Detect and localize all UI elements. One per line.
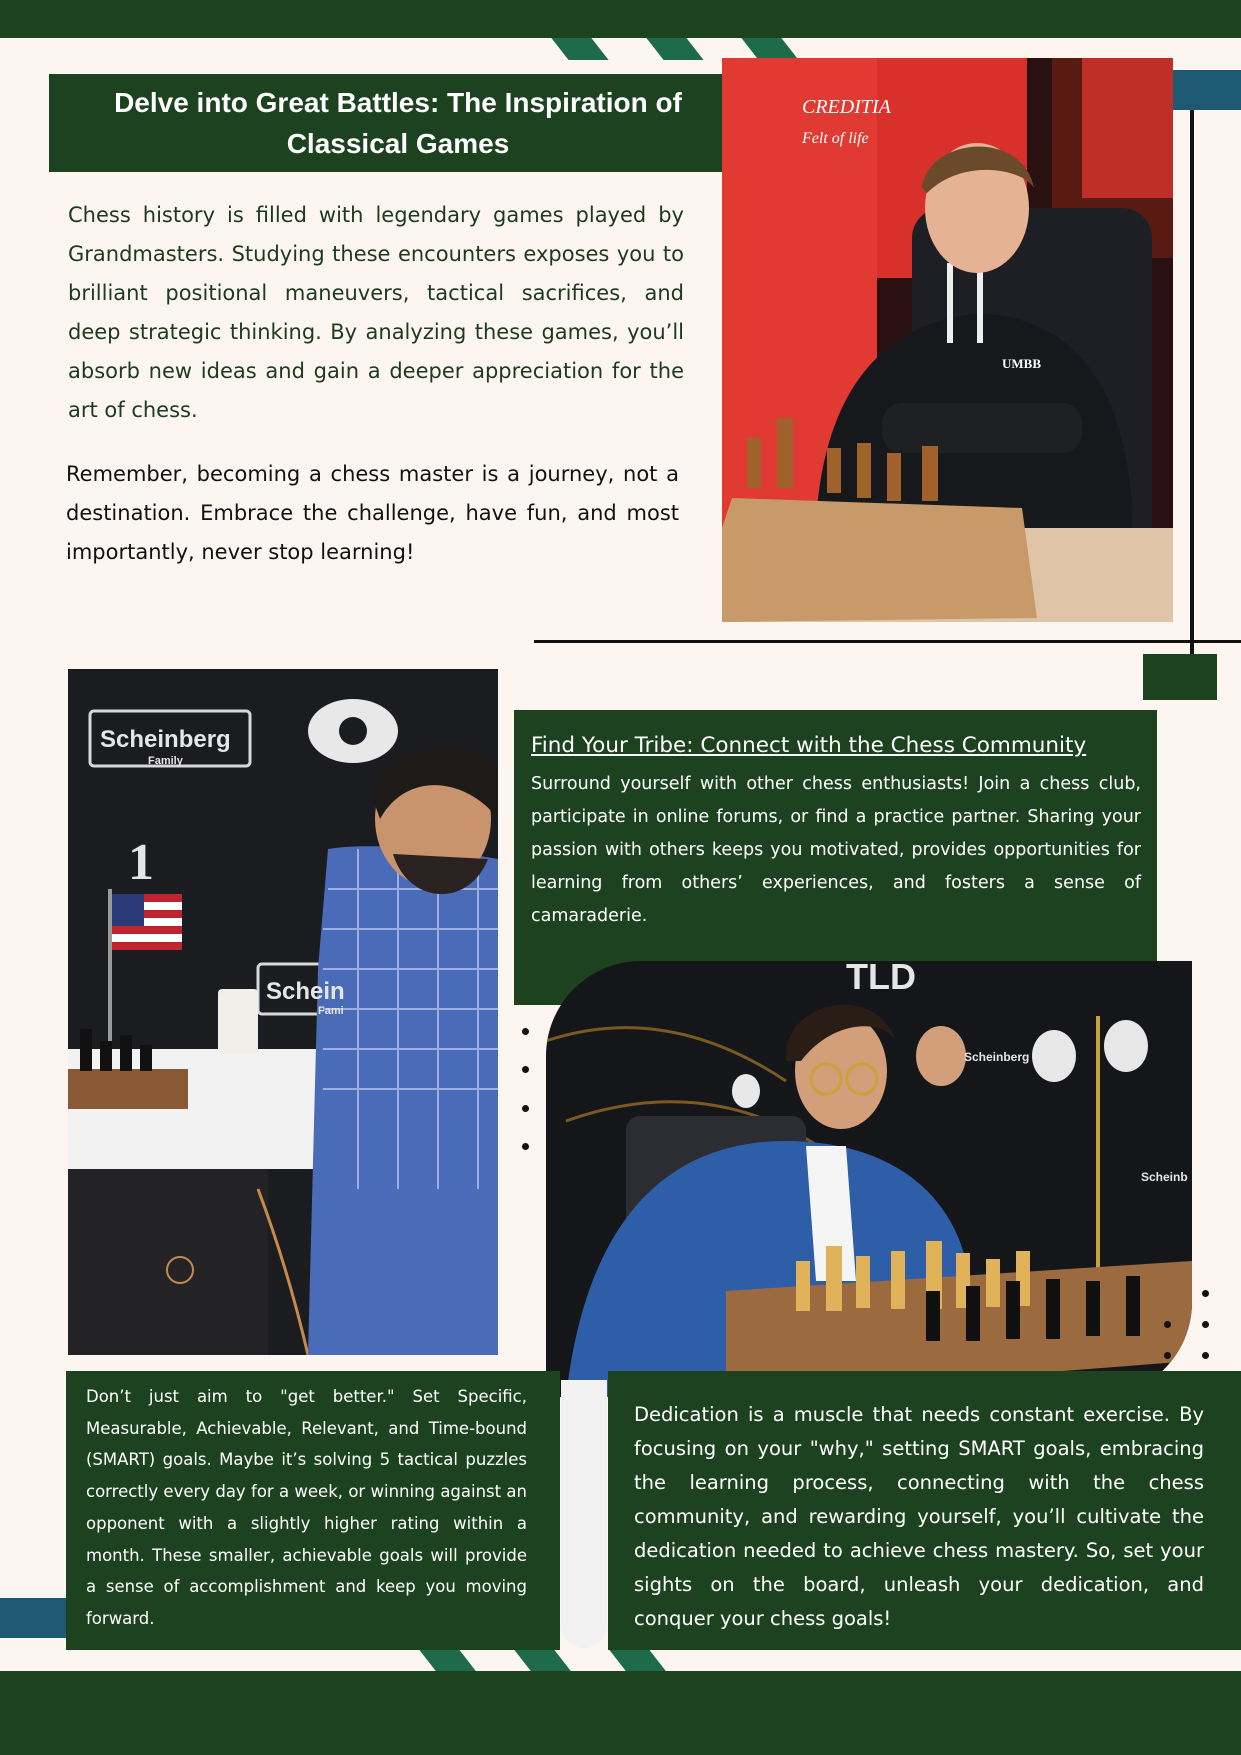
teal-accent-bar — [1172, 70, 1241, 110]
decor-dot — [1164, 1321, 1171, 1328]
decor-stripe — [419, 1650, 476, 1672]
decor-stripe — [551, 38, 608, 60]
dedication-body: Dedication is a muscle that needs constant exercise. By focusing on your "why," setting SMART goals, embracing the learning process, connecting with the chess community, and rewarding yourself, you’ll cultivate the dedication needed to achieve chess mastery. So, set your sights on the board, unleash your dedication, and conquer your chess goals! — [634, 1403, 1204, 1630]
bullet-dot — [522, 1105, 529, 1112]
photo-player-plaid-shirt — [68, 669, 498, 1355]
tribe-heading: Find Your Tribe: Connect with the Chess Community — [531, 733, 1087, 758]
bullet-dot — [522, 1028, 529, 1035]
closing-paragraph: Remember, becoming a chess master is a journey, not a destination. Embrace the challenge, have fun, and most importantly, never stop learning! — [66, 462, 679, 564]
decor-dot — [1202, 1352, 1209, 1359]
section-title-line2: Classical Games — [286, 128, 510, 159]
tribe-body: Surround yourself with other chess enthusiasts! Join a chess club, participate in online forums, or find a practice partner. Sharing your passion with others keeps you motivated, provides opportunities for learning from others’ experiences, and fosters a sense of camaraderie. — [531, 774, 1141, 926]
photo-plaid-text-3: 1 — [128, 834, 154, 891]
green-square — [1143, 654, 1217, 700]
photo-plaid-text-1: Scheinberg — [100, 726, 231, 753]
photo-backdrop-text-2: Felt of life — [802, 130, 869, 147]
classical-games-paragraph: Chess history is filled with legendary games played by Grandmasters. Studying these encounters exposes you to brilliant positional maneuvers, tactical sacrifices, and deep strategic thinking. By analyzing these games, you’ll absorb new ideas and gain a deeper appreciation for the art of chess. — [68, 203, 684, 422]
photo-player-plaid-shirt-art — [68, 669, 498, 1355]
decor-dot — [1202, 1290, 1209, 1297]
bottom-band — [0, 1671, 1241, 1755]
photo-player-blue-suit-art — [546, 961, 1192, 1397]
photo-player-red-backdrop — [722, 58, 1173, 622]
bullet-dot — [522, 1143, 529, 1150]
photo-blue-suit-text-1: TLD — [846, 961, 916, 997]
decor-stripe — [646, 38, 703, 60]
photo-player-blue-suit — [546, 961, 1192, 1397]
decor-stripe — [514, 1650, 571, 1672]
section-title-line1: Delve into Great Battles: The Inspiration of — [114, 87, 682, 118]
top-band — [0, 0, 1241, 38]
pill-divider — [561, 1380, 607, 1648]
smart-goals-body: Don’t just aim to "get better." Set Specific, Measurable, Achievable, Relevant, and Time-bound (SMART) goals. Maybe it’s solving 5 tactical puzzles correctly every day for a week, or winning against an opponent with a slightly higher rating within a month. These smaller, achievable goals will provide a sense of accomplishment and keep you moving forward. — [86, 1387, 527, 1628]
photo-plaid-text-4: Schein — [266, 978, 345, 1005]
photo-blue-suit-text-2: Scheinberg — [964, 1050, 1030, 1064]
photo-player-red-backdrop-art — [722, 58, 1173, 622]
photo-backdrop-text-1: CREDITIA — [802, 96, 891, 118]
decor-stripe — [609, 1650, 666, 1672]
section-title — [49, 82, 747, 164]
decor-dot — [1164, 1352, 1171, 1359]
photo-sweater-logo: UMBB — [1002, 356, 1041, 371]
photo-plaid-text-5: Fami — [318, 1005, 344, 1017]
bullet-dot — [522, 1066, 529, 1073]
photo-blue-suit-text-3: Scheinb — [1141, 1170, 1188, 1184]
decor-dot — [1202, 1321, 1209, 1328]
vertical-line — [1190, 110, 1194, 658]
photo-plaid-text-2: Family — [148, 755, 183, 767]
decor-stripe — [741, 38, 798, 60]
horizontal-line — [534, 640, 1241, 643]
teal-accent-left — [0, 1598, 70, 1638]
